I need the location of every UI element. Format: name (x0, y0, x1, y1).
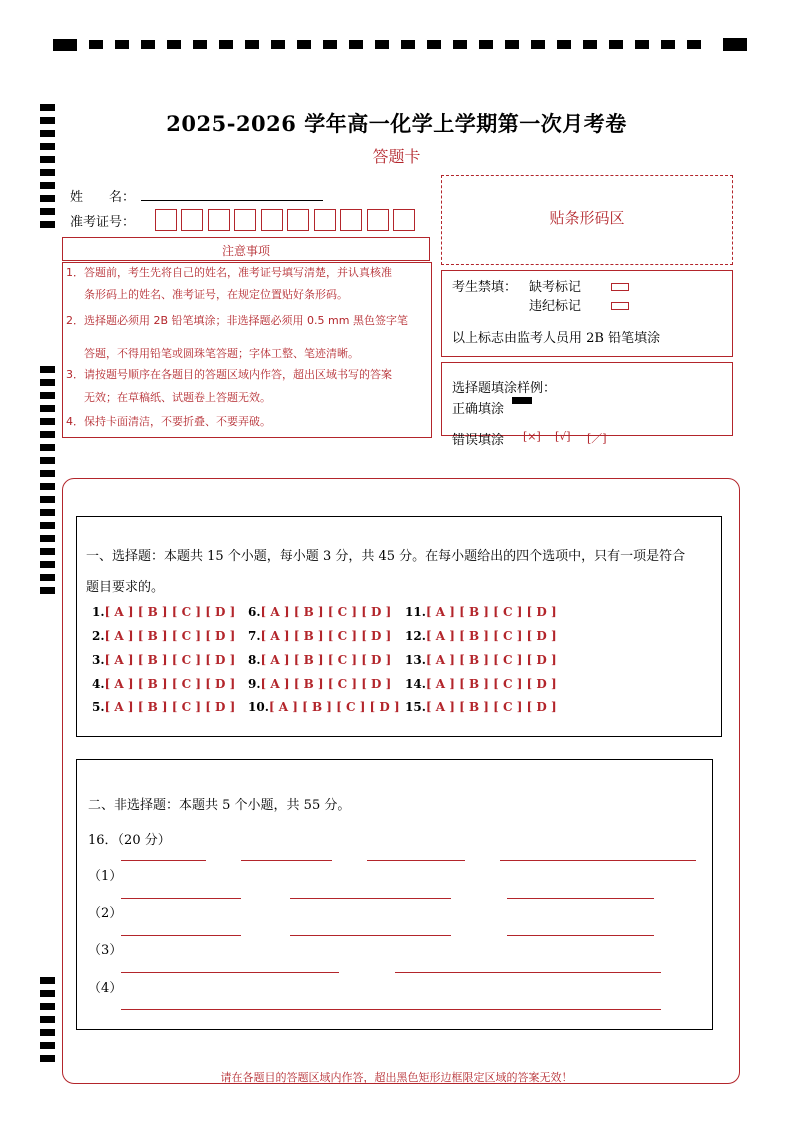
question-6[interactable]: 6.[ A ] [ B ] [ C ] [ D ] (248, 605, 392, 619)
notice-item-3: 3．请按题号顺序在各题目的答题区域内作答，超出区域书写的答案 (66, 368, 392, 381)
question-5[interactable]: 5.[ A ] [ B ] [ C ] [ D ] (92, 700, 236, 714)
page-subtitle: 答题卡 (372, 147, 421, 166)
id-label: 准考证号： (70, 215, 136, 230)
violation-checkbox[interactable] (611, 302, 629, 310)
question-3[interactable]: 3.[ A ] [ B ] [ C ] [ D ] (92, 653, 236, 667)
question-15[interactable]: 15.[ A ] [ B ] [ C ] [ D ] (405, 700, 557, 714)
notice-title-box (62, 237, 430, 261)
notice-title: 注意事项 (221, 244, 270, 258)
question-1[interactable]: 1.[ A ] [ B ] [ C ] [ D ] (92, 605, 236, 619)
question-9[interactable]: 9.[ A ] [ B ] [ C ] [ D ] (248, 677, 392, 691)
notice-item-1b: 条形码上的姓名、准考证号，在规定位置贴好条形码。 (84, 288, 348, 301)
fill-example-title: 选择题填涂样例： (452, 381, 557, 396)
wrong-fill-label: 错误填涂 (452, 433, 505, 448)
question-4[interactable]: 4.[ A ] [ B ] [ C ] [ D ] (92, 677, 236, 691)
notice-item-4: 4．保持卡面清洁，不要折叠、不要弄破。 (66, 415, 271, 428)
name-field[interactable] (141, 200, 323, 201)
absent-label: 缺考标记 (529, 280, 582, 295)
name-label: 姓 名： (70, 190, 136, 205)
violation-label: 违纪标记 (529, 299, 582, 314)
question-16-label: 16．（20 分） (88, 833, 171, 848)
exam-marks-note: 以上标志由监考人员用 2B 铅笔填涂 (452, 331, 661, 346)
question-13[interactable]: 13.[ A ] [ B ] [ C ] [ D ] (405, 653, 557, 667)
question-8[interactable]: 8.[ A ] [ B ] [ C ] [ D ] (248, 653, 392, 667)
notice-item-1: 1．答题前，考生先将自己的姓名，准考证号填写清楚，并认真核准 (66, 266, 392, 279)
part-1-label: （1） (88, 869, 123, 884)
question-14[interactable]: 14.[ A ] [ B ] [ C ] [ D ] (405, 677, 557, 691)
question-7[interactable]: 7.[ A ] [ B ] [ C ] [ D ] (248, 629, 392, 643)
barcode-label: 贴条形码区 (549, 209, 625, 227)
absent-checkbox[interactable] (611, 283, 629, 291)
part-4-label: （4） (88, 981, 123, 996)
page-title: 2025-2026 学年高一化学上学期第一次月考卷 (166, 111, 627, 136)
part-2-label: （2） (88, 906, 123, 921)
footer-warning: 请在各题目的答题区域内作答，超出黑色矩形边框限定区域的答案无效！ (220, 1071, 573, 1084)
notice-item-3b: 无效；在草稿纸、试题卷上答题无效。 (84, 391, 271, 404)
section2-heading: 二、非选择题：本题共 5 个小题，共 55 分。 (88, 798, 351, 813)
wrong-mark-2: [√] (555, 430, 571, 443)
wrong-mark-3: [／] (587, 432, 607, 445)
part-3-label: （3） (88, 943, 123, 958)
correct-fill-sample (512, 397, 532, 404)
barcode-area (441, 175, 733, 265)
question-2[interactable]: 2.[ A ] [ B ] [ C ] [ D ] (92, 629, 236, 643)
question-10[interactable]: 10.[ A ] [ B ] [ C ] [ D ] (248, 700, 400, 714)
notice-item-2: 2．选择题必须用 2B 铅笔填涂；非选择题必须用 0.5 mm 黑色签字笔 (66, 314, 408, 327)
correct-fill-label: 正确填涂 (452, 402, 505, 417)
section1-heading: 一、选择题：本题共 15 个小题，每小题 3 分，共 45 分。在每小题给出的四个选项中，只有一项是符合 (86, 549, 686, 564)
wrong-mark-1: [×] (523, 430, 541, 443)
exam-marks-label: 考生禁填： (452, 280, 518, 295)
question-12[interactable]: 12.[ A ] [ B ] [ C ] [ D ] (405, 629, 557, 643)
notice-item-2b: 答题，不得用铅笔或圆珠笔答题；字体工整、笔迹清晰。 (84, 347, 359, 360)
section1-heading-2: 题目要求的。 (86, 580, 165, 595)
question-11[interactable]: 11.[ A ] [ B ] [ C ] [ D ] (405, 605, 557, 619)
